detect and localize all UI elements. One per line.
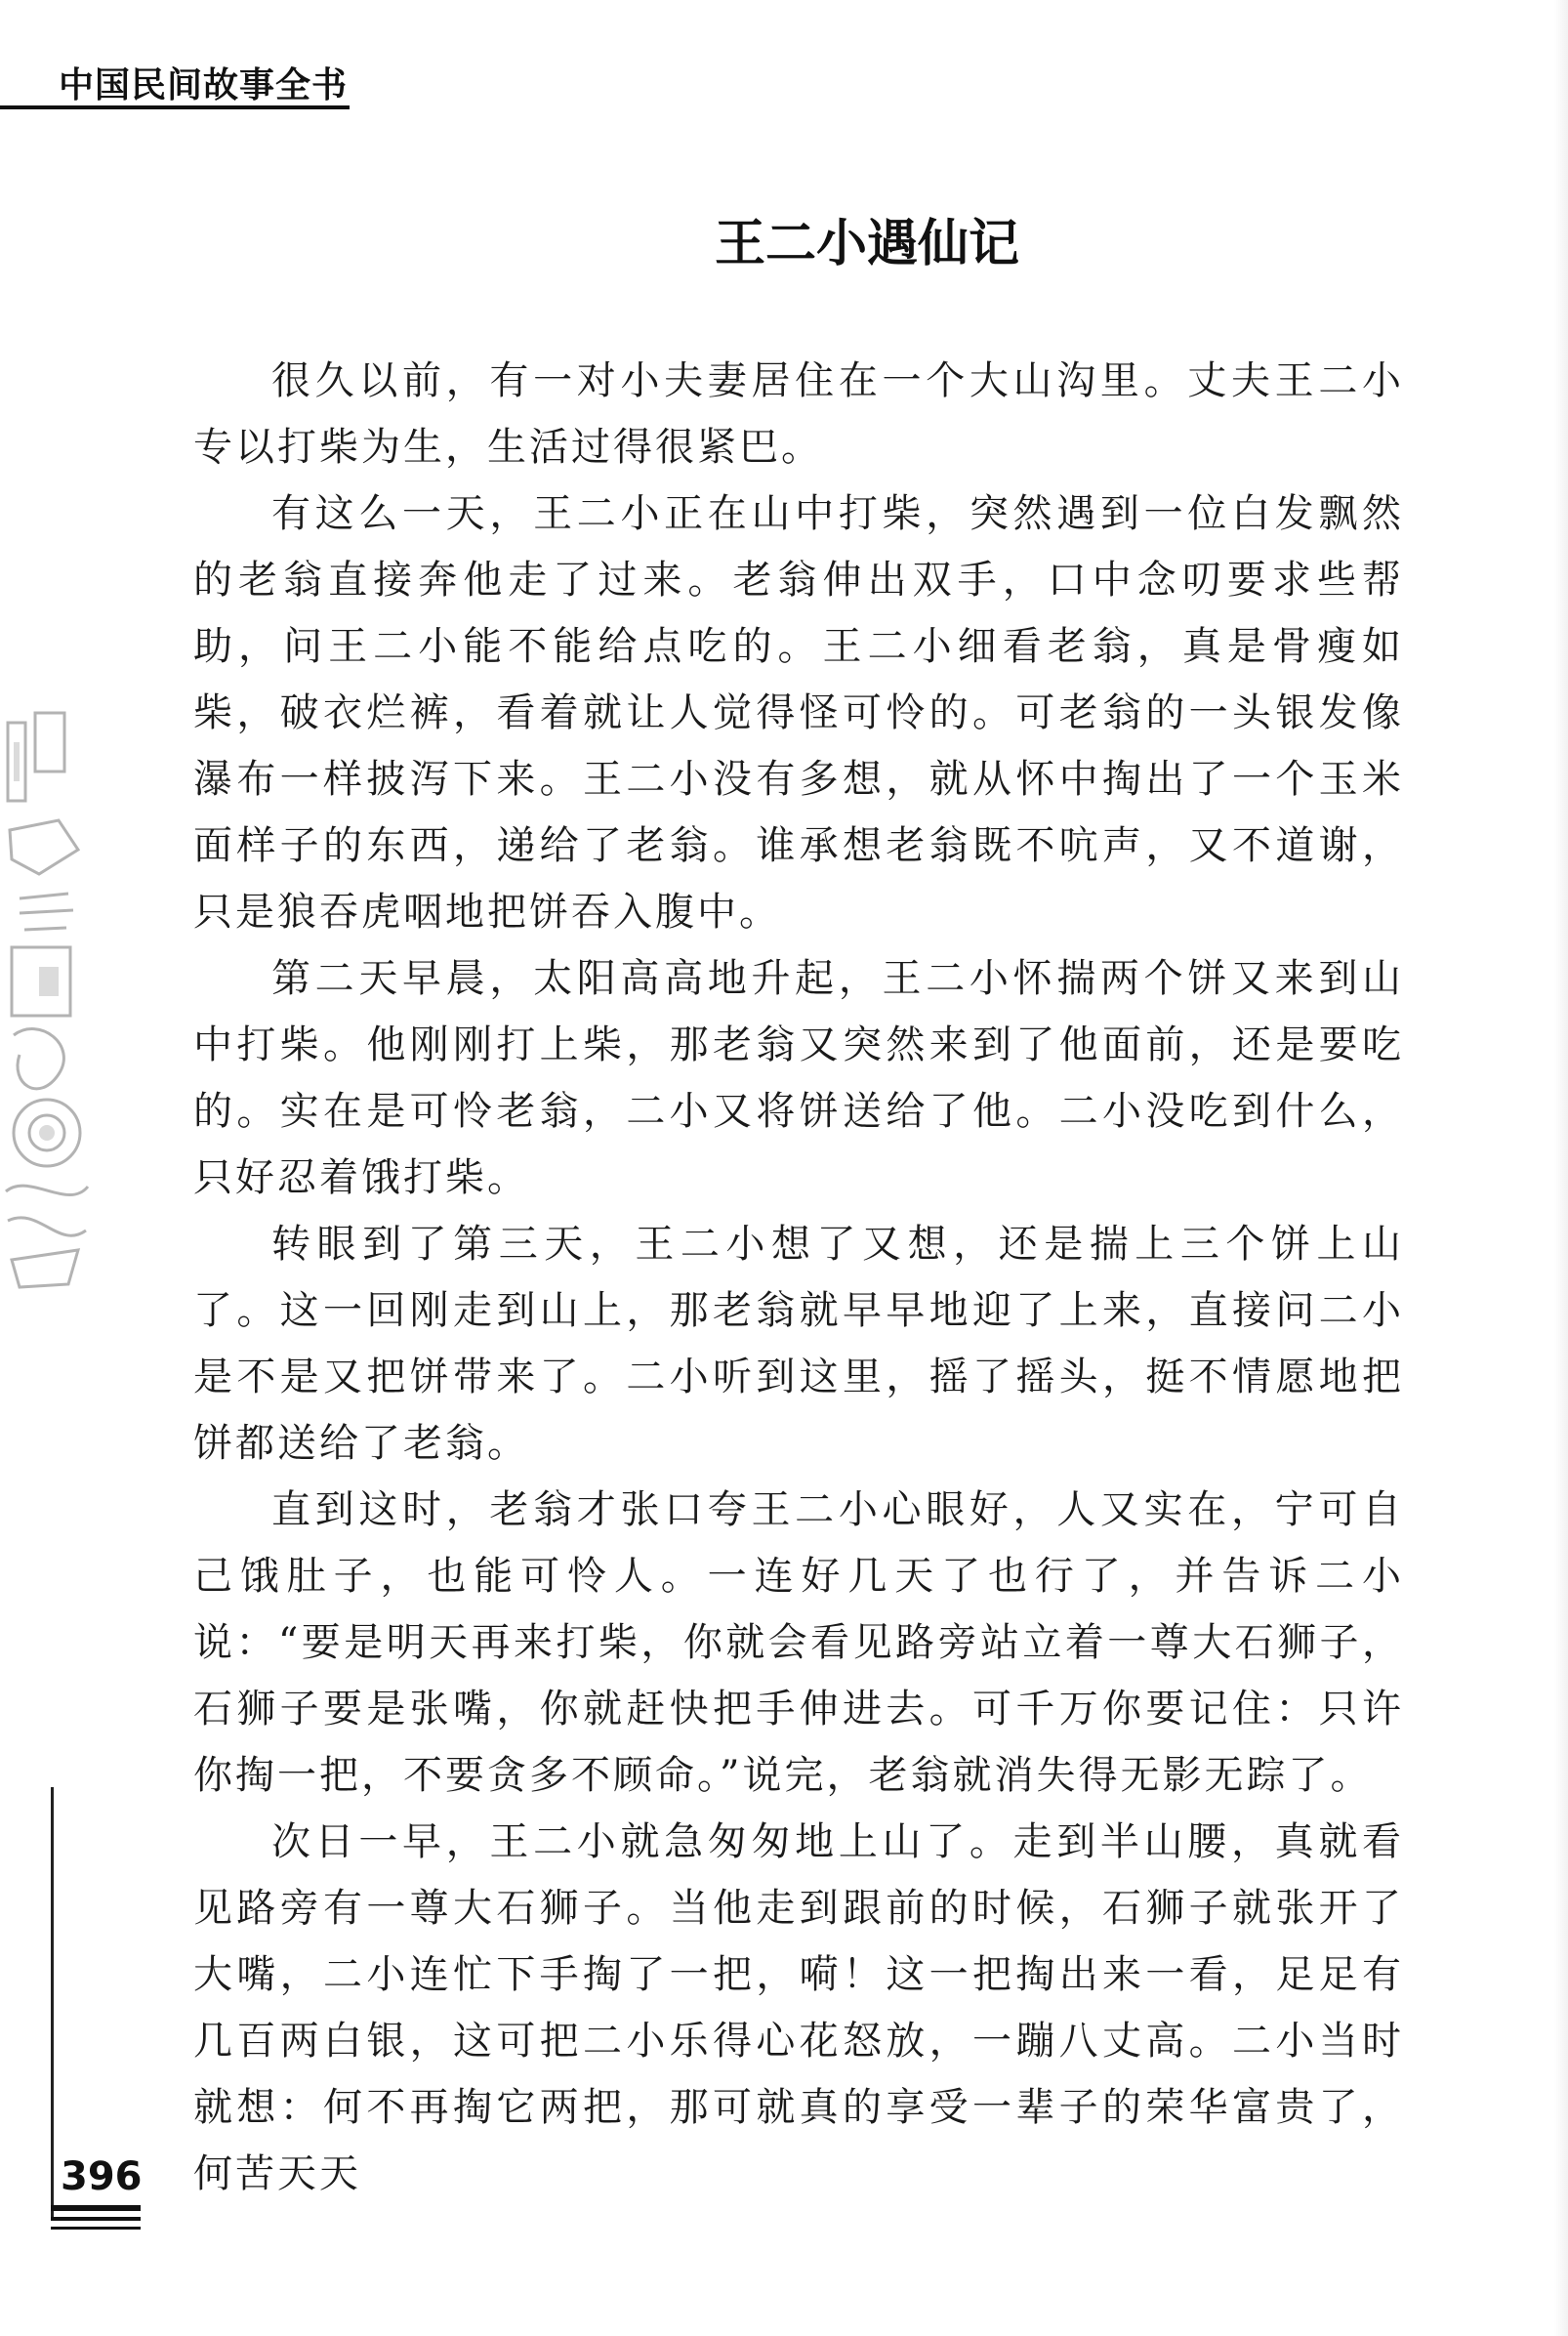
page-edge-shadow — [1554, 0, 1568, 2336]
running-header: 中国民间故事全书 — [59, 65, 349, 105]
decorative-pattern-icon — [0, 703, 98, 1289]
story-body — [193, 348, 1404, 2207]
paragraph: 有这么一天，王二小正在山中打柴，突然遇到一位白发飘然的老翁直接奔他走了过来。老翁伸出双手，口中念叨要求些帮助，问王二小能不能给点吃的。王二小细看老翁，真是骨瘦如柴，破衣烂裤，看着就让人觉得怪可怜的。可老翁的一头银发像瀑布一样披泻下来。王二小没有多想，就从怀中掏出了一个玉米面样子的东西，递给了老翁。谁承想老翁既不吭声，又不道谢，只是狼吞虎咽地把饼吞入腹中。 — [193, 491, 1404, 935]
paragraph: 次日一早，王二小就急匆匆地上山了。走到半山腰，真就看见路旁有一尊大石狮子。当他走到跟前的时候，石狮子就张开了大嘴，二小连忙下手掏了一把，嗬！这一把掏出来一看，足足有几百两白银，这可把二小乐得心花怒放，一蹦八丈高。二小当时就想：何不再掏它两把，那可就真的享受一辈子的荣华富贵了，何苦天天 — [193, 1819, 1404, 2196]
folio-rule — [51, 2227, 141, 2230]
paragraph: 转眼到了第三天，王二小想了又想，还是揣上三个饼上山了。这一回刚走到山上，那老翁就早早地迎了上来，直接问二小是不是又把饼带来了。二小听到这里，摇了摇头，挺不情愿地把饼都送给了老翁。 — [193, 1222, 1404, 1466]
folio-rule — [51, 2217, 141, 2221]
paragraph: 第二天早晨，太阳高高地升起，王二小怀揣两个饼又来到山中打柴。他刚刚打上柴，那老翁又突然来到了他面前，还是要吃的。实在是可怜老翁，二小又将饼送给了他。二小没吃到什么，只好忍着饿打柴。 — [193, 956, 1404, 1200]
paragraph: 很久以前，有一对小夫妻居住在一个大山沟里。丈夫王二小专以打柴为生，生活过得很紧巴。 — [193, 358, 1404, 470]
header-rule — [0, 105, 350, 109]
page-number: 396 — [61, 2154, 143, 2199]
margin-rule — [51, 1787, 54, 2217]
paragraph: 直到这时，老翁才张口夸王二小心眼好，人又实在，宁可自己饿肚子，也能可怜人。一连好几天了也行了，并告诉二小说：“要是明天再来打柴，你就会看见路旁站立着一尊大石狮子，石狮子要是张嘴，你就赶快把手伸进去。可千万你要记住：只许你掏一把，不要贪多不顾命。”说完，老翁就消失得无影无踪了。 — [193, 1487, 1404, 1798]
story-title: 王二小遇仙记 — [714, 215, 1019, 273]
folio-rule — [51, 2205, 141, 2211]
